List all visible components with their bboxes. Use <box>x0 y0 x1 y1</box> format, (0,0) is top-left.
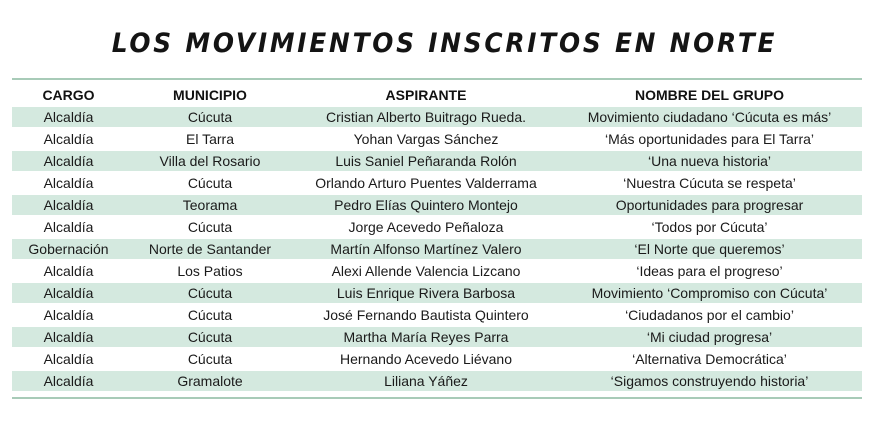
cell-aspirante: Liliana Yáñez <box>295 371 557 391</box>
cell-municipio: Cúcuta <box>125 173 295 193</box>
cell-aspirante: Martín Alfonso Martínez Valero <box>295 239 557 259</box>
cell-grupo: ‘Una nueva historia’ <box>557 151 862 171</box>
cell-grupo: ‘Más oportunidades para El Tarra’ <box>557 129 862 149</box>
cell-municipio: Cúcuta <box>125 327 295 347</box>
cell-aspirante: Pedro Elías Quintero Montejo <box>295 195 557 215</box>
cell-municipio: Villa del Rosario <box>125 151 295 171</box>
cell-cargo: Alcaldía <box>12 283 125 303</box>
table-row <box>12 107 862 127</box>
bottom-divider <box>12 397 862 399</box>
column-header-cargo: CARGO <box>12 85 125 105</box>
cell-aspirante: Martha María Reyes Parra <box>295 327 557 347</box>
table-row <box>12 371 862 391</box>
cell-aspirante: Yohan Vargas Sánchez <box>295 129 557 149</box>
table-row <box>12 283 862 303</box>
cell-cargo: Alcaldía <box>12 327 125 347</box>
table-row <box>12 151 862 171</box>
cell-cargo: Alcaldía <box>12 173 125 193</box>
cell-aspirante: Orlando Arturo Puentes Valderrama <box>295 173 557 193</box>
table-row <box>12 349 862 369</box>
cell-cargo: Alcaldía <box>12 195 125 215</box>
cell-aspirante: José Fernando Bautista Quintero <box>295 305 557 325</box>
column-header-aspirante: ASPIRANTE <box>295 85 557 105</box>
cell-municipio: Cúcuta <box>125 305 295 325</box>
cell-grupo: ‘Ideas para el progreso’ <box>557 261 862 281</box>
table-row <box>12 195 862 215</box>
column-header-grupo: NOMBRE DEL GRUPO <box>557 85 862 105</box>
table-row <box>12 239 862 259</box>
table-row <box>12 173 862 193</box>
cell-cargo: Alcaldía <box>12 129 125 149</box>
header-row <box>12 85 862 105</box>
table-row <box>12 261 862 281</box>
cell-grupo: ‘Mi ciudad progresa’ <box>557 327 862 347</box>
cell-grupo: Oportunidades para progresar <box>557 195 862 215</box>
cell-municipio: Los Patios <box>125 261 295 281</box>
page-title: LOS MOVIMIENTOS INSCRITOS EN NORTE <box>111 28 778 59</box>
column-header-municipio: MUNICIPIO <box>125 85 295 105</box>
table-row <box>12 305 862 325</box>
cell-aspirante: Hernando Acevedo Liévano <box>295 349 557 369</box>
cell-aspirante: Luis Enrique Rivera Barbosa <box>295 283 557 303</box>
cell-municipio: Norte de Santander <box>125 239 295 259</box>
cell-grupo: ‘Alternativa Democrática’ <box>557 349 862 369</box>
cell-municipio: Teorama <box>125 195 295 215</box>
cell-grupo: ‘Sigamos construyendo historia’ <box>557 371 862 391</box>
candidates-table <box>12 83 862 393</box>
top-divider <box>12 78 862 80</box>
cell-aspirante: Cristian Alberto Buitrago Rueda. <box>295 107 557 127</box>
cell-cargo: Alcaldía <box>12 371 125 391</box>
cell-grupo: Movimiento ‘Compromiso con Cúcuta’ <box>557 283 862 303</box>
cell-municipio: Cúcuta <box>125 107 295 127</box>
cell-municipio: Cúcuta <box>125 217 295 237</box>
cell-aspirante: Luis Saniel Peñaranda Rolón <box>295 151 557 171</box>
cell-municipio: Gramalote <box>125 371 295 391</box>
cell-cargo: Alcaldía <box>12 305 125 325</box>
cell-municipio: Cúcuta <box>125 349 295 369</box>
table-row <box>12 217 862 237</box>
cell-cargo: Alcaldía <box>12 151 125 171</box>
cell-grupo: ‘El Norte que queremos’ <box>557 239 862 259</box>
cell-municipio: El Tarra <box>125 129 295 149</box>
cell-grupo: Movimiento ciudadano ‘Cúcuta es más’ <box>557 107 862 127</box>
cell-grupo: ‘Nuestra Cúcuta se respeta’ <box>557 173 862 193</box>
cell-cargo: Gobernación <box>12 239 125 259</box>
cell-cargo: Alcaldía <box>12 217 125 237</box>
cell-grupo: ‘Todos por Cúcuta’ <box>557 217 862 237</box>
cell-grupo: ‘Ciudadanos por el cambio’ <box>557 305 862 325</box>
cell-aspirante: Alexi Allende Valencia Lizcano <box>295 261 557 281</box>
cell-cargo: Alcaldía <box>12 349 125 369</box>
table-row <box>12 327 862 347</box>
cell-municipio: Cúcuta <box>125 283 295 303</box>
table-row <box>12 129 862 149</box>
cell-cargo: Alcaldía <box>12 107 125 127</box>
cell-aspirante: Jorge Acevedo Peñaloza <box>295 217 557 237</box>
cell-cargo: Alcaldía <box>12 261 125 281</box>
